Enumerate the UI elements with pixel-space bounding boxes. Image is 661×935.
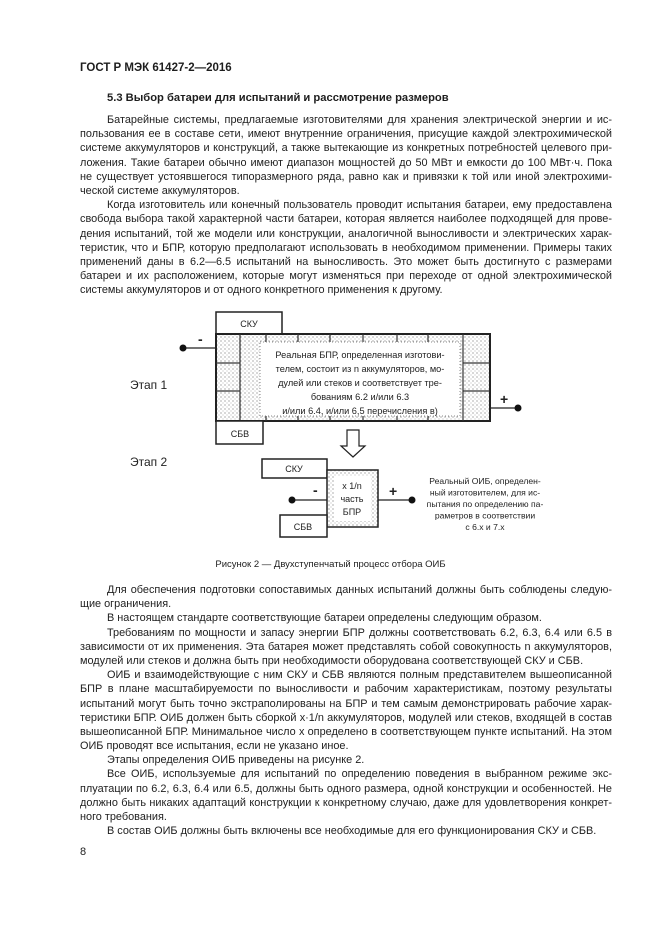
down-arrow-icon [341,430,365,457]
paragraph-line: модулей или стеков и должна быть при необходимости оборудована соответствующей СКУ и СБВ. [80,654,584,667]
bpr-description-line: и/или 6.4, и/или 6,5 перечисления в) [282,406,438,416]
sbv-label: СБВ [230,429,250,439]
plus-sign-2: + [389,483,398,499]
paragraph-line: зависимости от их применения. Эта батарея может представлять собой совокупность n аккумуляторов, [80,640,612,653]
paragraph-line: системы аккумуляторов и от одного конкретного применения к другому. [80,284,443,297]
paragraph-line: Для обеспечения подготовки сопоставимых данных испытаний должны быть соблюдены следую- [107,584,612,596]
paragraph-line: теристик, что и БПР, которую предполагают использовать в необходимом применении. Примеры таких [80,241,612,254]
paragraph-line: применений даны в 6.2—6.5 испытаний на выносливость. Это может быть достигнуто с размерами [80,255,612,268]
plus-terminal-2 [409,497,416,504]
part-label-line: x 1/n [342,481,362,491]
plus-terminal [515,405,522,412]
bpr-description-line: Реальная БПР, определенная изготови- [275,350,445,360]
minus-terminal [180,345,187,352]
paragraph-line: дения испытаний, той же модели или конструкции, аналогичной выносливости и электрических харак- [80,227,612,240]
sku-label-2: СКУ [285,464,303,474]
oib-description-line: с 6.x и 7.x [465,522,505,532]
paragraph-line: вышеописанной БПР. Минимальное число x определено в соответствующем пункте испытаний. На этом [80,725,612,738]
part-label [340,481,363,517]
paragraph-line: плуатации по 6.2, 6.3, 6.4 или 6.5, должны быть одного размера, одной конструкции и особенностей. Не [80,782,612,795]
paragraph-line: теристики БПР. ОИБ должен быть сборкой x·1/n аккумуляторов, модулей или стеков, входящей в состав [80,711,612,724]
oib-description-line: раметров в соответствии [434,510,536,521]
bpr-description-line: бованиям 6.2 и/или 6.3 [310,392,410,402]
sku-label: СКУ [240,319,258,329]
paragraph-line: щие ограничения. [80,598,172,611]
oib-description-line: ный изготовителем, для ис- [429,487,541,498]
section-heading: 5.3 Выбор батареи для испытаний и рассмотрение размеров [107,92,449,104]
paragraph-line: Все ОИБ, используемые для испытаний по определению поведения в выбранном режиме экс- [107,768,612,781]
part-label-line: часть [340,494,364,504]
body-text-bottom [80,583,612,838]
paragraph-line: ОИБ и взаимодействующие с ним СКУ и СБВ являются полным представителем вышеописанной [107,669,612,682]
bpr-description-line: телем, состоит из n аккумуляторов, мо- [275,364,445,374]
minus-sign-2: - [313,482,318,498]
stage-1-label: Этап 1 [130,378,168,392]
part-label-line: БПР [342,507,362,517]
minus-sign: - [198,331,203,347]
paragraph-line: испытаний могут быть точно экстраполированы на БПР и тем самым демонстрировать рабочие харак- [80,697,612,710]
plus-sign: + [500,391,509,407]
bpr-description-line: дулей или стеков и соответствует тре- [278,378,442,388]
paragraph-line: ложения. Такие батареи обычно имеют диапазон мощностей до 50 МВт и емкости до 100 МВт·ч. Пока [80,156,612,169]
bpr-description [275,350,444,416]
sbv-label-2: СБВ [293,522,313,532]
paragraph-line: батареи и их расположением, которые могут изменяться при переходе от одной электрохимической [80,270,612,283]
oib-description [427,476,544,532]
paragraph-line: не существует устоявшегося типоразмерного ряда, равно как и привязки к той или иной электрохими- [80,170,612,183]
paragraph-line: пользования ее в составе сети, имеют внутренние ограничения, присущие каждой электрохимической [80,128,612,141]
oib-description-line: пытания по определению па- [426,499,544,509]
paragraph-line: свобода выбора такой характерной части батареи, которая является наиболее подходящей для прове- [80,213,612,226]
paragraph-line: ческой системе аккумуляторов. [80,184,240,197]
paragraph-line: Требованиям по мощности и запасу энергии БПР должны соответствовать 6.2, 6.3, 6.4 или 6.5 в [107,626,612,639]
oib-description-line: Реальный ОИБ, определен- [429,476,541,486]
paragraph-line: ОИБ проводят все испытания, если не указано иное. [80,740,349,753]
paragraph-line: В настоящем стандарте соответствующие батареи определены следующим образом. [107,612,542,625]
paragraph-line: ного требования. [80,811,167,823]
page-number: 8 [80,846,87,858]
paragraph-line: Когда изготовитель или конечный пользователь проводит испытания батареи, ему предоставлена [107,199,612,212]
paragraph-line: В состав ОИБ должны быть включены все необходимые для его функционирования СКУ и СБВ. [107,825,597,838]
paragraph-line: БПР в плане масштабируемости по выносливости и рабочим характеристикам, поэтому результаты [80,683,612,696]
figure-caption: Рисунок 2 — Двухступенчатый процесс отбора ОИБ [215,559,446,570]
paragraph-line: должно быть никаких адаптаций конструкции к конкретному случаю, даже для удовлетворения конкрет- [80,796,612,809]
minus-terminal-2 [289,497,296,504]
paragraph-line: системе аккумуляторов и конструкций, а также вытекающие из конкретных потребностей целевого при- [80,142,612,155]
document-header: ГОСТ Р МЭК 61427-2—2016 [80,62,232,74]
paragraph-line: Батарейные системы, предлагаемые изготовителями для хранения электрической энергии и ис- [107,114,612,126]
paragraph-line: Этапы определения ОИБ приведены на рисунке 2. [107,754,365,767]
stage-2-label: Этап 2 [130,455,168,469]
